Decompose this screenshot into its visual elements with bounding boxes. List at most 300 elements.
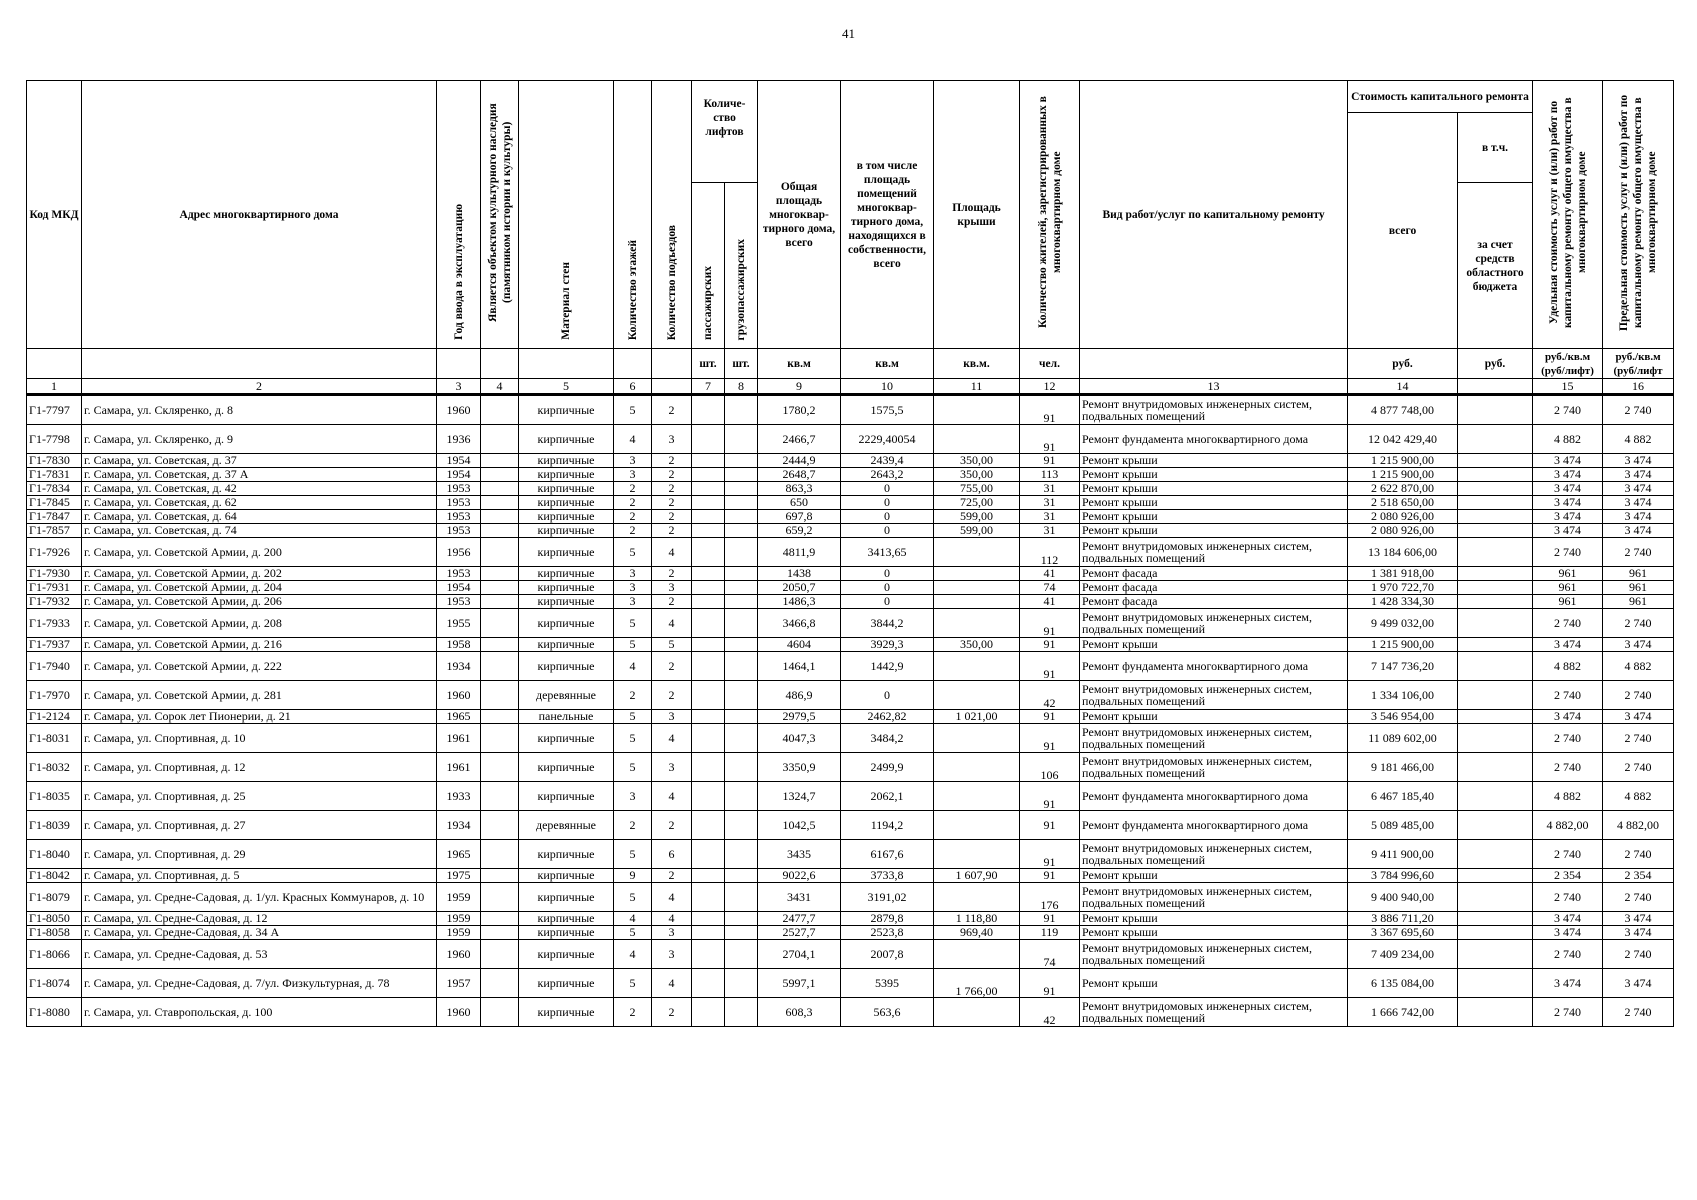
cell-residents: 41: [1020, 595, 1080, 609]
cell-total-area: 9022,6: [758, 869, 841, 883]
cell-cost-total: 13 184 606,00: [1348, 538, 1458, 567]
cell-unit-cost: 4 882: [1533, 652, 1603, 681]
cell-roof-area: [934, 595, 1020, 609]
cell-entrances: 3: [652, 926, 692, 940]
cell-code: Г1-7845: [27, 496, 82, 510]
header-unit-cost: Удельная стоимость услуг и (или) работ по капитальному ремонту общего имущества в многоквартирном доме: [1533, 81, 1603, 349]
cell-work-type: Ремонт внутридомовых инженерных систем, подвальных помещений: [1080, 753, 1348, 782]
cell-lifts-cargo: [725, 538, 758, 567]
cell-roof-area: [934, 724, 1020, 753]
cell-max-cost: 961: [1603, 595, 1674, 609]
cell-code: Г1-7831: [27, 468, 82, 482]
cell-lifts-cargo: [725, 510, 758, 524]
column-number: 7: [692, 379, 725, 395]
column-number: [1458, 379, 1533, 395]
cell-year: 1933: [437, 782, 481, 811]
cell-work-type: Ремонт крыши: [1080, 496, 1348, 510]
cell-material: кирпичные: [519, 538, 614, 567]
cell-floors: 5: [614, 638, 652, 652]
header-cost-regional: за счет средств областного бюджета: [1458, 183, 1533, 349]
cell-cost-total: 5 089 485,00: [1348, 811, 1458, 840]
header-lifts: Количе-ство лифтов: [692, 81, 758, 183]
cell-entrances: 2: [652, 811, 692, 840]
cell-entrances: 2: [652, 681, 692, 710]
cell-year: 1954: [437, 581, 481, 595]
cell-cost-regional: [1458, 883, 1533, 912]
unit-unit-cost: руб./кв.м (руб/лифт): [1533, 349, 1603, 379]
cell-residents: 91: [1020, 425, 1080, 454]
cell-owned-area: 3733,8: [841, 869, 934, 883]
cell-max-cost: 3 474: [1603, 638, 1674, 652]
cell-residents: 91: [1020, 912, 1080, 926]
cell-heritage: [481, 940, 519, 969]
cell-lifts-passenger: [692, 724, 725, 753]
cell-cost-total: 2 080 926,00: [1348, 524, 1458, 538]
unit-roof: кв.м.: [934, 349, 1020, 379]
cell-unit-cost: 4 882,00: [1533, 811, 1603, 840]
cell-roof-area: 969,40: [934, 926, 1020, 940]
unit-max-cost: руб./кв.м (руб/лифт: [1603, 349, 1674, 379]
cell-residents: 41: [1020, 567, 1080, 581]
cell-max-cost: 2 740: [1603, 724, 1674, 753]
cell-cost-total: 9 181 466,00: [1348, 753, 1458, 782]
cell-address: г. Самара, ул. Советская, д. 37 А: [82, 468, 437, 482]
cell-code: Г1-7857: [27, 524, 82, 538]
cell-floors: 3: [614, 468, 652, 482]
cell-floors: 2: [614, 681, 652, 710]
cell-address: г. Самара, ул. Средне-Садовая, д. 1/ул. Красных Коммунаров, д. 10: [82, 883, 437, 912]
cell-work-type: Ремонт внутридомовых инженерных систем, подвальных помещений: [1080, 998, 1348, 1027]
cell-year: 1975: [437, 869, 481, 883]
cell-lifts-passenger: [692, 395, 725, 425]
cell-total-area: 697,8: [758, 510, 841, 524]
cell-total-area: 1438: [758, 567, 841, 581]
cell-total-area: 650: [758, 496, 841, 510]
cell-max-cost: 3 474: [1603, 524, 1674, 538]
cell-roof-area: [934, 652, 1020, 681]
cell-max-cost: 2 740: [1603, 998, 1674, 1027]
cell-address: г. Самара, ул. Средне-Садовая, д. 7/ул. Физкультурная, д. 78: [82, 969, 437, 998]
cell-residents: 106: [1020, 753, 1080, 782]
cell-heritage: [481, 998, 519, 1027]
column-number: 5: [519, 379, 614, 395]
cell-lifts-passenger: [692, 969, 725, 998]
header-total-area: Общая площадь многоквар-тирного дома, всего: [758, 81, 841, 349]
table-row: [27, 883, 1674, 912]
cell-material: кирпичные: [519, 595, 614, 609]
cell-heritage: [481, 425, 519, 454]
table-row: [27, 940, 1674, 969]
cell-material: кирпичные: [519, 926, 614, 940]
cell-code: Г1-8032: [27, 753, 82, 782]
cell-lifts-cargo: [725, 840, 758, 869]
cell-total-area: 863,3: [758, 482, 841, 496]
cell-lifts-cargo: [725, 468, 758, 482]
cell-cost-regional: [1458, 969, 1533, 998]
column-number: 14: [1348, 379, 1458, 395]
cell-max-cost: 3 474: [1603, 969, 1674, 998]
cell-heritage: [481, 724, 519, 753]
cell-lifts-passenger: [692, 482, 725, 496]
column-number: 15: [1533, 379, 1603, 395]
cell-material: кирпичные: [519, 969, 614, 998]
cell-owned-area: 3191,02: [841, 883, 934, 912]
cell-max-cost: 3 474: [1603, 912, 1674, 926]
cell-code: Г1-8066: [27, 940, 82, 969]
cell-heritage: [481, 581, 519, 595]
cell-address: г. Самара, ул. Спортивная, д. 29: [82, 840, 437, 869]
header-material: Материал стен: [519, 81, 614, 349]
cell-cost-total: 3 886 711,20: [1348, 912, 1458, 926]
cell-code: Г1-8079: [27, 883, 82, 912]
cell-year: 1953: [437, 496, 481, 510]
cell-lifts-cargo: [725, 454, 758, 468]
cell-roof-area: [934, 581, 1020, 595]
cell-cost-total: 7 409 234,00: [1348, 940, 1458, 969]
cell-floors: 3: [614, 581, 652, 595]
cell-cost-regional: [1458, 840, 1533, 869]
cell-max-cost: 4 882: [1603, 652, 1674, 681]
cell-cost-total: 2 622 870,00: [1348, 482, 1458, 496]
cell-entrances: 2: [652, 395, 692, 425]
column-number-row: [27, 379, 1674, 395]
cell-floors: 3: [614, 782, 652, 811]
cell-roof-area: [934, 840, 1020, 869]
cell-cost-regional: [1458, 510, 1533, 524]
cell-cost-regional: [1458, 940, 1533, 969]
cell-work-type: Ремонт крыши: [1080, 454, 1348, 468]
column-number: 9: [758, 379, 841, 395]
cell-heritage: [481, 609, 519, 638]
cell-roof-area: 755,00: [934, 482, 1020, 496]
cell-work-type: Ремонт внутридомовых инженерных систем, подвальных помещений: [1080, 724, 1348, 753]
cell-max-cost: 2 740: [1603, 609, 1674, 638]
header-cost-incl: в т.ч.: [1458, 113, 1533, 183]
cell-owned-area: 0: [841, 567, 934, 581]
cell-max-cost: 2 354: [1603, 869, 1674, 883]
cell-year: 1956: [437, 538, 481, 567]
cell-entrances: 2: [652, 998, 692, 1027]
cell-material: кирпичные: [519, 482, 614, 496]
cell-owned-area: 3844,2: [841, 609, 934, 638]
cell-cost-regional: [1458, 609, 1533, 638]
cell-cost-total: 9 499 032,00: [1348, 609, 1458, 638]
cell-lifts-passenger: [692, 510, 725, 524]
cell-work-type: Ремонт крыши: [1080, 869, 1348, 883]
cell-cost-total: 3 546 954,00: [1348, 710, 1458, 724]
cell-total-area: 1486,3: [758, 595, 841, 609]
column-number: 4: [481, 379, 519, 395]
cell-roof-area: 1 118,80: [934, 912, 1020, 926]
cell-entrances: 2: [652, 454, 692, 468]
cell-lifts-cargo: [725, 681, 758, 710]
cell-lifts-passenger: [692, 538, 725, 567]
table-row: [27, 710, 1674, 724]
cell-cost-regional: [1458, 482, 1533, 496]
cell-max-cost: 4 882,00: [1603, 811, 1674, 840]
cell-entrances: 4: [652, 883, 692, 912]
cell-total-area: 2979,5: [758, 710, 841, 724]
column-number: 1: [27, 379, 82, 395]
cell-lifts-cargo: [725, 998, 758, 1027]
column-number: 2: [82, 379, 437, 395]
cell-residents: 91: [1020, 969, 1080, 998]
header-cost-total: всего: [1348, 113, 1458, 349]
cell-cost-regional: [1458, 681, 1533, 710]
column-number: 3: [437, 379, 481, 395]
cell-entrances: 2: [652, 482, 692, 496]
cell-code: Г1-8058: [27, 926, 82, 940]
cell-cost-regional: [1458, 638, 1533, 652]
cell-year: 1953: [437, 567, 481, 581]
cell-max-cost: 3 474: [1603, 496, 1674, 510]
cell-work-type: Ремонт крыши: [1080, 468, 1348, 482]
cell-work-type: Ремонт крыши: [1080, 510, 1348, 524]
cell-code: Г1-7937: [27, 638, 82, 652]
cell-entrances: 2: [652, 510, 692, 524]
cell-total-area: 1780,2: [758, 395, 841, 425]
cell-material: кирпичные: [519, 940, 614, 969]
cell-lifts-passenger: [692, 912, 725, 926]
cell-heritage: [481, 782, 519, 811]
cell-roof-area: 599,00: [934, 524, 1020, 538]
cell-unit-cost: 2 740: [1533, 609, 1603, 638]
cell-total-area: 4604: [758, 638, 841, 652]
cell-cost-total: 1 428 334,30: [1348, 595, 1458, 609]
cell-address: г. Самара, ул. Советская, д. 42: [82, 482, 437, 496]
cell-owned-area: 6167,6: [841, 840, 934, 869]
cell-material: кирпичные: [519, 510, 614, 524]
cell-lifts-passenger: [692, 869, 725, 883]
cell-cost-regional: [1458, 724, 1533, 753]
unit-cargo: шт.: [725, 349, 758, 379]
cell-residents: 91: [1020, 638, 1080, 652]
cell-roof-area: [934, 609, 1020, 638]
cell-cost-regional: [1458, 581, 1533, 595]
cell-lifts-cargo: [725, 753, 758, 782]
cell-cost-regional: [1458, 395, 1533, 425]
cell-address: г. Самара, ул. Советской Армии, д. 204: [82, 581, 437, 595]
cell-year: 1960: [437, 940, 481, 969]
cell-address: г. Самара, ул. Средне-Садовая, д. 12: [82, 912, 437, 926]
cell-material: кирпичные: [519, 912, 614, 926]
cell-roof-area: 725,00: [934, 496, 1020, 510]
cell-address: г. Самара, ул. Скляренко, д. 9: [82, 425, 437, 454]
cell-lifts-cargo: [725, 940, 758, 969]
cell-floors: 9: [614, 869, 652, 883]
cell-max-cost: 3 474: [1603, 710, 1674, 724]
cell-total-area: 3350,9: [758, 753, 841, 782]
table-row: [27, 753, 1674, 782]
unit-owned-area: кв.м: [841, 349, 934, 379]
cell-cost-regional: [1458, 567, 1533, 581]
cell-work-type: Ремонт крыши: [1080, 926, 1348, 940]
cell-residents: 91: [1020, 869, 1080, 883]
cell-cost-regional: [1458, 538, 1533, 567]
cell-owned-area: 0: [841, 595, 934, 609]
cell-material: кирпичные: [519, 524, 614, 538]
cell-unit-cost: 3 474: [1533, 496, 1603, 510]
cell-unit-cost: 2 740: [1533, 840, 1603, 869]
cell-roof-area: 599,00: [934, 510, 1020, 524]
cell-code: Г1-7834: [27, 482, 82, 496]
table-row: [27, 840, 1674, 869]
cell-residents: 42: [1020, 998, 1080, 1027]
cell-lifts-cargo: [725, 969, 758, 998]
cell-heritage: [481, 840, 519, 869]
cell-max-cost: 2 740: [1603, 940, 1674, 969]
cell-unit-cost: 3 474: [1533, 912, 1603, 926]
cell-max-cost: 2 740: [1603, 681, 1674, 710]
header-heritage: Является объектом культурного наследия (памятником истории и культуры): [481, 81, 519, 349]
cell-owned-area: 1575,5: [841, 395, 934, 425]
cell-floors: 5: [614, 753, 652, 782]
header-floors: Количество этажей: [614, 81, 652, 349]
cell-cost-total: 9 400 940,00: [1348, 883, 1458, 912]
cell-unit-cost: 961: [1533, 595, 1603, 609]
cell-material: кирпичные: [519, 581, 614, 595]
cell-cost-total: 3 784 996,60: [1348, 869, 1458, 883]
cell-owned-area: 2229,40054: [841, 425, 934, 454]
cell-material: кирпичные: [519, 652, 614, 681]
cell-address: г. Самара, ул. Советской Армии, д. 222: [82, 652, 437, 681]
cell-address: г. Самара, ул. Советская, д. 62: [82, 496, 437, 510]
cell-material: кирпичные: [519, 468, 614, 482]
cell-heritage: [481, 969, 519, 998]
cell-floors: 3: [614, 595, 652, 609]
cell-cost-total: 9 411 900,00: [1348, 840, 1458, 869]
cell-lifts-cargo: [725, 581, 758, 595]
cell-address: г. Самара, ул. Спортивная, д. 10: [82, 724, 437, 753]
cell-roof-area: 350,00: [934, 638, 1020, 652]
cell-residents: 176: [1020, 883, 1080, 912]
cell-material: кирпичные: [519, 496, 614, 510]
cell-code: Г1-8074: [27, 969, 82, 998]
cell-total-area: 2444,9: [758, 454, 841, 468]
cell-heritage: [481, 926, 519, 940]
cell-work-type: Ремонт внутридомовых инженерных систем, подвальных помещений: [1080, 538, 1348, 567]
cell-roof-area: [934, 998, 1020, 1027]
cell-unit-cost: 2 740: [1533, 538, 1603, 567]
cell-total-area: 2477,7: [758, 912, 841, 926]
cell-lifts-cargo: [725, 425, 758, 454]
cell-roof-area: [934, 883, 1020, 912]
cell-roof-area: [934, 567, 1020, 581]
table-row: [27, 567, 1674, 581]
cell-unit-cost: 3 474: [1533, 510, 1603, 524]
cell-address: г. Самара, ул. Советской Армии, д. 200: [82, 538, 437, 567]
cell-lifts-cargo: [725, 883, 758, 912]
cell-lifts-cargo: [725, 638, 758, 652]
cell-lifts-cargo: [725, 869, 758, 883]
cell-entrances: 4: [652, 724, 692, 753]
cell-floors: 3: [614, 567, 652, 581]
cell-entrances: 2: [652, 468, 692, 482]
table-row: [27, 538, 1674, 567]
cell-total-area: 608,3: [758, 998, 841, 1027]
table-row: [27, 652, 1674, 681]
header-work-type: Вид работ/услуг по капитальному ремонту: [1080, 81, 1348, 349]
cell-lifts-cargo: [725, 482, 758, 496]
cell-address: г. Самара, ул. Советской Армии, д. 206: [82, 595, 437, 609]
cell-floors: 3: [614, 454, 652, 468]
cell-entrances: 6: [652, 840, 692, 869]
cell-year: 1954: [437, 454, 481, 468]
cell-lifts-passenger: [692, 425, 725, 454]
cell-cost-regional: [1458, 811, 1533, 840]
cell-max-cost: 2 740: [1603, 840, 1674, 869]
cell-total-area: 2648,7: [758, 468, 841, 482]
cell-code: Г1-8042: [27, 869, 82, 883]
cell-address: г. Самара, ул. Советской Армии, д. 281: [82, 681, 437, 710]
cell-total-area: 2466,7: [758, 425, 841, 454]
cell-material: кирпичные: [519, 395, 614, 425]
cell-work-type: Ремонт крыши: [1080, 482, 1348, 496]
cell-lifts-cargo: [725, 609, 758, 638]
cell-material: кирпичные: [519, 724, 614, 753]
cell-owned-area: 0: [841, 510, 934, 524]
cell-residents: 91: [1020, 724, 1080, 753]
cell-year: 1954: [437, 468, 481, 482]
cell-residents: 74: [1020, 940, 1080, 969]
table-row: [27, 595, 1674, 609]
cell-owned-area: 3413,65: [841, 538, 934, 567]
cell-owned-area: 3484,2: [841, 724, 934, 753]
cell-year: 1965: [437, 840, 481, 869]
cell-residents: 31: [1020, 524, 1080, 538]
cell-roof-area: 350,00: [934, 454, 1020, 468]
cell-year: 1960: [437, 395, 481, 425]
cell-total-area: 2050,7: [758, 581, 841, 595]
cell-cost-total: 7 147 736,20: [1348, 652, 1458, 681]
cell-max-cost: 2 740: [1603, 395, 1674, 425]
header-max-cost: Предельная стоимость услуг и (или) работ по капитальному ремонту общего имущества в многоквартирном доме: [1603, 81, 1674, 349]
table-row: [27, 811, 1674, 840]
cell-owned-area: 2439,4: [841, 454, 934, 468]
cell-total-area: 659,2: [758, 524, 841, 538]
cell-year: 1936: [437, 425, 481, 454]
cell-lifts-cargo: [725, 595, 758, 609]
cell-year: 1955: [437, 609, 481, 638]
cell-unit-cost: 961: [1533, 567, 1603, 581]
cell-lifts-passenger: [692, 468, 725, 482]
cell-address: г. Самара, ул. Средне-Садовая, д. 53: [82, 940, 437, 969]
cell-residents: 31: [1020, 496, 1080, 510]
cell-address: г. Самара, ул. Советской Армии, д. 216: [82, 638, 437, 652]
unit-pass: шт.: [692, 349, 725, 379]
table-row: [27, 998, 1674, 1027]
cell-residents: 119: [1020, 926, 1080, 940]
cell-floors: 2: [614, 482, 652, 496]
cell-unit-cost: 3 474: [1533, 710, 1603, 724]
cell-floors: 5: [614, 395, 652, 425]
cell-entrances: 3: [652, 425, 692, 454]
cell-max-cost: 3 474: [1603, 468, 1674, 482]
cell-heritage: [481, 454, 519, 468]
cell-work-type: Ремонт фасада: [1080, 595, 1348, 609]
cell-year: 1961: [437, 753, 481, 782]
table-row: [27, 510, 1674, 524]
cell-year: 1957: [437, 969, 481, 998]
cell-owned-area: 0: [841, 581, 934, 595]
cell-heritage: [481, 912, 519, 926]
cell-total-area: 4047,3: [758, 724, 841, 753]
cell-entrances: 5: [652, 638, 692, 652]
cell-entrances: 4: [652, 609, 692, 638]
cell-code: Г1-8080: [27, 998, 82, 1027]
cell-cost-total: 2 518 650,00: [1348, 496, 1458, 510]
cell-lifts-passenger: [692, 595, 725, 609]
